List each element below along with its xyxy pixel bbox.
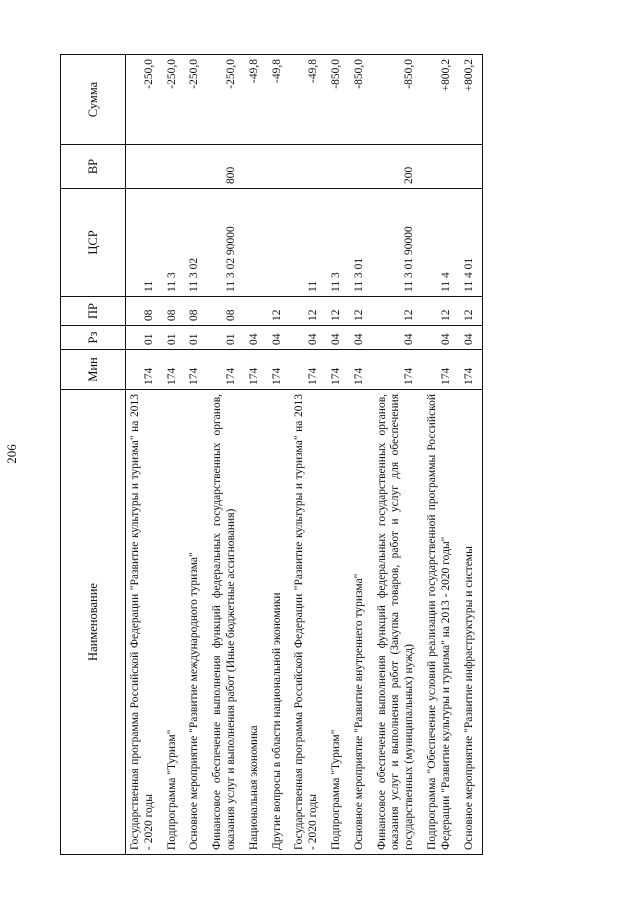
cell-rz: 01 — [185, 326, 208, 350]
cell-csr: 11 4 01 — [460, 189, 483, 297]
table-row — [208, 55, 245, 855]
header-sum: Сумма — [61, 55, 126, 145]
cell-vr — [350, 145, 373, 189]
cell-pr: 12 — [373, 297, 423, 326]
cell-rz: 01 — [208, 326, 245, 350]
cell-csr — [245, 189, 268, 297]
cell-name: Другие вопросы в области национальной экономики — [268, 390, 291, 855]
cell-vr — [460, 145, 483, 189]
table-row — [185, 55, 208, 855]
header-rz: Рз — [61, 326, 126, 350]
cell-pr: 12 — [327, 297, 350, 326]
cell-pr: 12 — [290, 297, 327, 326]
cell-sum: +800,2 — [423, 55, 460, 145]
header-vr: ВР — [61, 145, 126, 189]
cell-csr: 11 — [290, 189, 327, 297]
cell-csr: 11 3 01 — [350, 189, 373, 297]
cell-pr: 12 — [423, 297, 460, 326]
cell-sum: -49,8 — [245, 55, 268, 145]
header-name: Наименование — [61, 390, 126, 855]
cell-rz: 04 — [460, 326, 483, 350]
cell-sum: -49,8 — [290, 55, 327, 145]
cell-min: 174 — [373, 350, 423, 390]
header-row — [61, 55, 126, 855]
cell-csr: 11 3 02 — [185, 189, 208, 297]
page-number — [0, 439, 24, 469]
cell-name: Государственная программа Российской Федерации "Развитие культуры и туризма" на 2013 - 2020 годы — [126, 390, 163, 855]
cell-csr: 11 3 — [163, 189, 186, 297]
cell-min: 174 — [245, 350, 268, 390]
cell-min: 174 — [327, 350, 350, 390]
header-min: Мин — [61, 350, 126, 390]
cell-min: 174 — [163, 350, 186, 390]
cell-min: 174 — [290, 350, 327, 390]
cell-vr — [126, 145, 163, 189]
cell-rz: 04 — [245, 326, 268, 350]
cell-sum: -850,0 — [327, 55, 350, 145]
cell-vr — [290, 145, 327, 189]
cell-csr — [268, 189, 291, 297]
cell-name: Основное мероприятие "Развитие международного туризма" — [185, 390, 208, 855]
cell-vr: 200 — [373, 145, 423, 189]
budget-table — [60, 54, 483, 855]
table-row — [350, 55, 373, 855]
table-row — [460, 55, 483, 855]
cell-vr — [163, 145, 186, 189]
cell-name: Подпрограмма "Обеспечение условий реализации государственной программы Российской Федерации "Развитие культуры и туризма" на 2013 - 2020 годы" — [423, 390, 460, 855]
cell-pr: 12 — [460, 297, 483, 326]
cell-vr — [245, 145, 268, 189]
cell-min: 174 — [126, 350, 163, 390]
cell-min: 174 — [268, 350, 291, 390]
cell-min: 174 — [350, 350, 373, 390]
cell-name: Финансовое обеспечение выполнения функций федеральных государственных органов, оказания услуг и выполнения работ (Закупка товаров, работ и услуг для обеспечения государственных (муниципальных) нужд) — [373, 390, 423, 855]
cell-name: Финансовое обеспечение выполнения функций федеральных государственных органов, оказания услуг и выполнения работ (Иные бюджетные ассигнования) — [208, 390, 245, 855]
cell-sum: -250,0 — [208, 55, 245, 145]
cell-sum: -850,0 — [350, 55, 373, 145]
table-row — [423, 55, 460, 855]
table-row — [327, 55, 350, 855]
cell-min: 174 — [423, 350, 460, 390]
cell-rz: 04 — [373, 326, 423, 350]
cell-sum: -250,0 — [185, 55, 208, 145]
rotated-sheet — [60, 55, 580, 855]
table-row — [268, 55, 291, 855]
cell-pr: 08 — [126, 297, 163, 326]
cell-pr: 08 — [208, 297, 245, 326]
table-row — [126, 55, 163, 855]
cell-vr — [327, 145, 350, 189]
cell-pr — [245, 297, 268, 326]
cell-name: Основное мероприятие "Развитие внутреннего туризма" — [350, 390, 373, 855]
cell-vr — [423, 145, 460, 189]
cell-name: Основное мероприятие "Развитие инфраструктуры и системы — [460, 390, 483, 855]
header-pr: ПР — [61, 297, 126, 326]
cell-rz: 04 — [327, 326, 350, 350]
cell-name: Подпрограмма "Туризм" — [163, 390, 186, 855]
cell-rz: 01 — [163, 326, 186, 350]
cell-rz: 04 — [350, 326, 373, 350]
cell-sum: -250,0 — [126, 55, 163, 145]
cell-rz: 01 — [126, 326, 163, 350]
cell-rz: 04 — [290, 326, 327, 350]
cell-vr: 800 — [208, 145, 245, 189]
cell-rz: 04 — [423, 326, 460, 350]
cell-sum: -850,0 — [373, 55, 423, 145]
cell-csr: 11 4 — [423, 189, 460, 297]
header-csr: ЦСР — [61, 189, 126, 297]
cell-pr: 12 — [350, 297, 373, 326]
page-number-text: 206 — [4, 444, 19, 464]
cell-sum: -49,8 — [268, 55, 291, 145]
cell-min: 174 — [185, 350, 208, 390]
cell-pr: 12 — [268, 297, 291, 326]
cell-csr: 11 3 — [327, 189, 350, 297]
cell-min: 174 — [460, 350, 483, 390]
cell-min: 174 — [208, 350, 245, 390]
table-row — [245, 55, 268, 855]
cell-vr — [268, 145, 291, 189]
cell-name: Подпрограмма "Туризм" — [327, 390, 350, 855]
cell-csr: 11 — [126, 189, 163, 297]
cell-pr: 08 — [163, 297, 186, 326]
cell-pr: 08 — [185, 297, 208, 326]
cell-rz: 04 — [268, 326, 291, 350]
cell-csr: 11 3 02 90000 — [208, 189, 245, 297]
cell-csr: 11 3 01 90000 — [373, 189, 423, 297]
table-row — [373, 55, 423, 855]
table-row — [290, 55, 327, 855]
table-row — [163, 55, 186, 855]
cell-sum: -250,0 — [163, 55, 186, 145]
cell-name: Национальная экономика — [245, 390, 268, 855]
cell-vr — [185, 145, 208, 189]
cell-sum: +800,2 — [460, 55, 483, 145]
cell-name: Государственная программа Российской Федерации "Развитие культуры и туризма" на 2013 - 2020 годы — [290, 390, 327, 855]
